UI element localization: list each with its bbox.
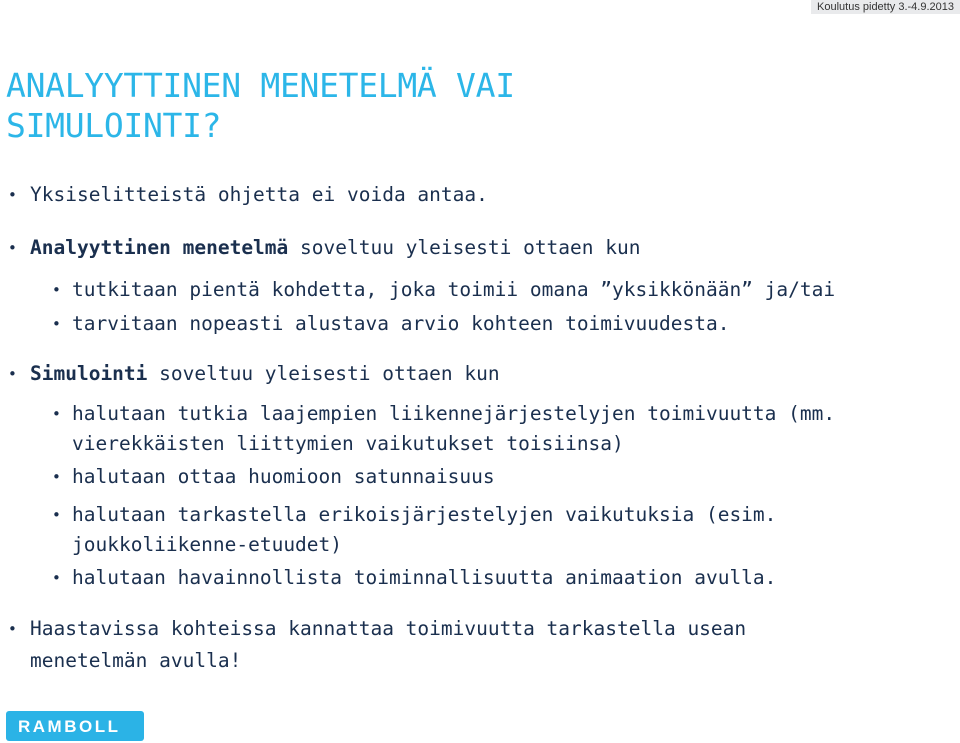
sub-bullet-item bbox=[52, 563, 777, 593]
ramboll-logo bbox=[6, 711, 144, 741]
bullet-item bbox=[8, 180, 488, 210]
bullet-continuation bbox=[30, 646, 241, 676]
bullet-dot-icon: • bbox=[52, 506, 61, 524]
bullet-dot-icon: • bbox=[8, 239, 17, 257]
bullet-text-continued: joukkoliikenne-etuudet) bbox=[72, 533, 343, 556]
sub-bullet-item bbox=[52, 462, 495, 492]
bullet-item bbox=[8, 614, 747, 644]
bullet-bold-term: Simulointi bbox=[30, 362, 148, 385]
bullet-dot-icon: • bbox=[52, 281, 61, 299]
ramboll-logo-icon bbox=[15, 715, 135, 737]
bullet-text: Yksiselitteistä ohjetta ei voida antaa. bbox=[30, 183, 488, 206]
bullet-text: soveltuu yleisesti ottaen kun bbox=[147, 362, 500, 385]
bullet-dot-icon: • bbox=[8, 365, 17, 383]
slide-title-line-2: SIMULOINTI? bbox=[6, 106, 222, 145]
bullet-dot-icon: • bbox=[52, 468, 61, 486]
slide-title-line-1: ANALYYTTINEN MENETELMÄ VAI bbox=[6, 66, 515, 105]
bullet-dot-icon: • bbox=[52, 405, 61, 423]
ramboll-logo-wordmark: RAMBOLL bbox=[18, 717, 121, 736]
sub-bullet-item bbox=[52, 309, 730, 339]
bullet-text: halutaan tutkia laajempien liikennejärjestelyjen toimivuutta (mm. bbox=[72, 402, 836, 425]
sub-bullet-item bbox=[52, 275, 836, 305]
bullet-text-continued: vierekkäisten liittymien vaikutukset toisiinsa) bbox=[72, 432, 624, 455]
bullet-text: halutaan tarkastella erikoisjärjestelyjen vaikutuksia (esim. bbox=[72, 503, 777, 526]
bullet-dot-icon: • bbox=[52, 315, 61, 333]
bullet-text: halutaan havainnollista toiminnallisuutta animaation avulla. bbox=[72, 566, 777, 589]
bullet-text: soveltuu yleisesti ottaen kun bbox=[288, 236, 641, 259]
sub-bullet-item bbox=[52, 399, 836, 459]
bullet-dot-icon: • bbox=[52, 569, 61, 587]
bullet-text-continued: menetelmän avulla! bbox=[30, 649, 242, 672]
bullet-bold-term: Analyyttinen menetelmä bbox=[30, 236, 289, 259]
bullet-dot-icon: • bbox=[8, 186, 17, 204]
bullet-text: tutkitaan pientä kohdetta, joka toimii omana ”yksikkönään” ja/tai bbox=[72, 278, 836, 301]
header-course-date: Koulutus pidetty 3.-4.9.2013 bbox=[811, 0, 960, 14]
bullet-item bbox=[8, 233, 641, 263]
sub-bullet-item bbox=[52, 500, 777, 560]
bullet-item bbox=[8, 359, 500, 389]
bullet-text: halutaan ottaa huomioon satunnaisuus bbox=[72, 465, 495, 488]
bullet-text: Haastavissa kohteissa kannattaa toimivuutta tarkastella usean bbox=[30, 617, 747, 640]
bullet-dot-icon: • bbox=[8, 620, 17, 638]
bullet-text: tarvitaan nopeasti alustava arvio kohteen toimivuudesta. bbox=[72, 312, 730, 335]
